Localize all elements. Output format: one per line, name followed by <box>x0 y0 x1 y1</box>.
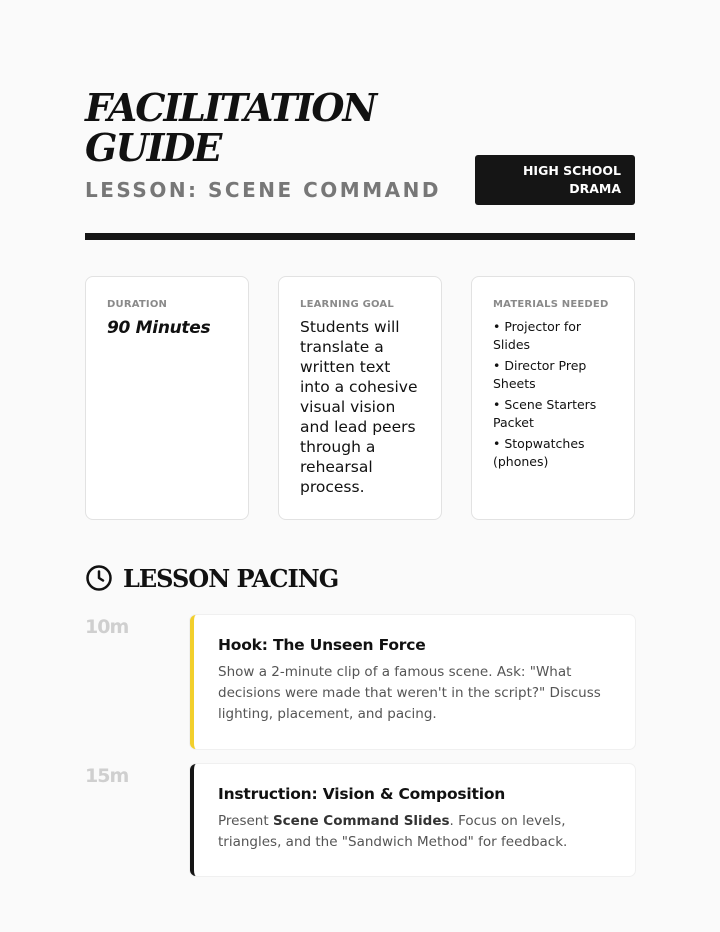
materials-card <box>471 276 635 520</box>
list-item: • Projector for Slides <box>493 319 582 352</box>
lesson-subtitle: LESSON: SCENE COMMAND <box>85 178 441 202</box>
clock-icon <box>85 564 113 592</box>
pacing-step-hook <box>190 615 635 749</box>
lesson-pacing-heading <box>85 563 338 593</box>
duration-value: 90 Minutes <box>107 318 211 338</box>
header-divider <box>85 233 635 240</box>
learning-goal-text: Students will translate a written text into a cohesive visual vision and lead peers through a rehearsal process. <box>300 318 418 496</box>
materials-label: MATERIALS NEEDED <box>493 299 609 310</box>
section-title: LESSON PACING <box>123 563 339 593</box>
step-description: Present Scene Command Slides. Focus on levels, triangles, and the "Sandwich Method" for feedback. <box>218 813 568 850</box>
duration-label: DURATION <box>107 299 168 310</box>
list-item: • Stopwatches (phones) <box>493 436 585 469</box>
learning-goal-card <box>278 276 442 520</box>
pacing-step-instruction <box>190 764 635 876</box>
list-item: • Director Prep Sheets <box>493 358 587 391</box>
step-title: Instruction: Vision & Composition <box>218 785 506 803</box>
slides-reference: Scene Command Slides <box>272 813 450 829</box>
level-badge: HIGH SCHOOL DRAMA <box>475 155 635 205</box>
step-time: 15m <box>85 765 129 787</box>
list-item: • Scene Starters Packet <box>493 397 597 430</box>
step-title: Hook: The Unseen Force <box>218 636 426 654</box>
materials-list <box>493 318 613 470</box>
page-header <box>85 85 635 208</box>
learning-goal-label: LEARNING GOAL <box>300 299 394 310</box>
step-description: Show a 2-minute clip of a famous scene. Ask: "What decisions were made that weren't in the script?" Discuss lighting, placement, and pacing. <box>218 664 601 722</box>
duration-card <box>85 276 249 520</box>
page-title: FACILITATION GUIDE <box>85 85 376 170</box>
step-time: 10m <box>85 616 129 638</box>
